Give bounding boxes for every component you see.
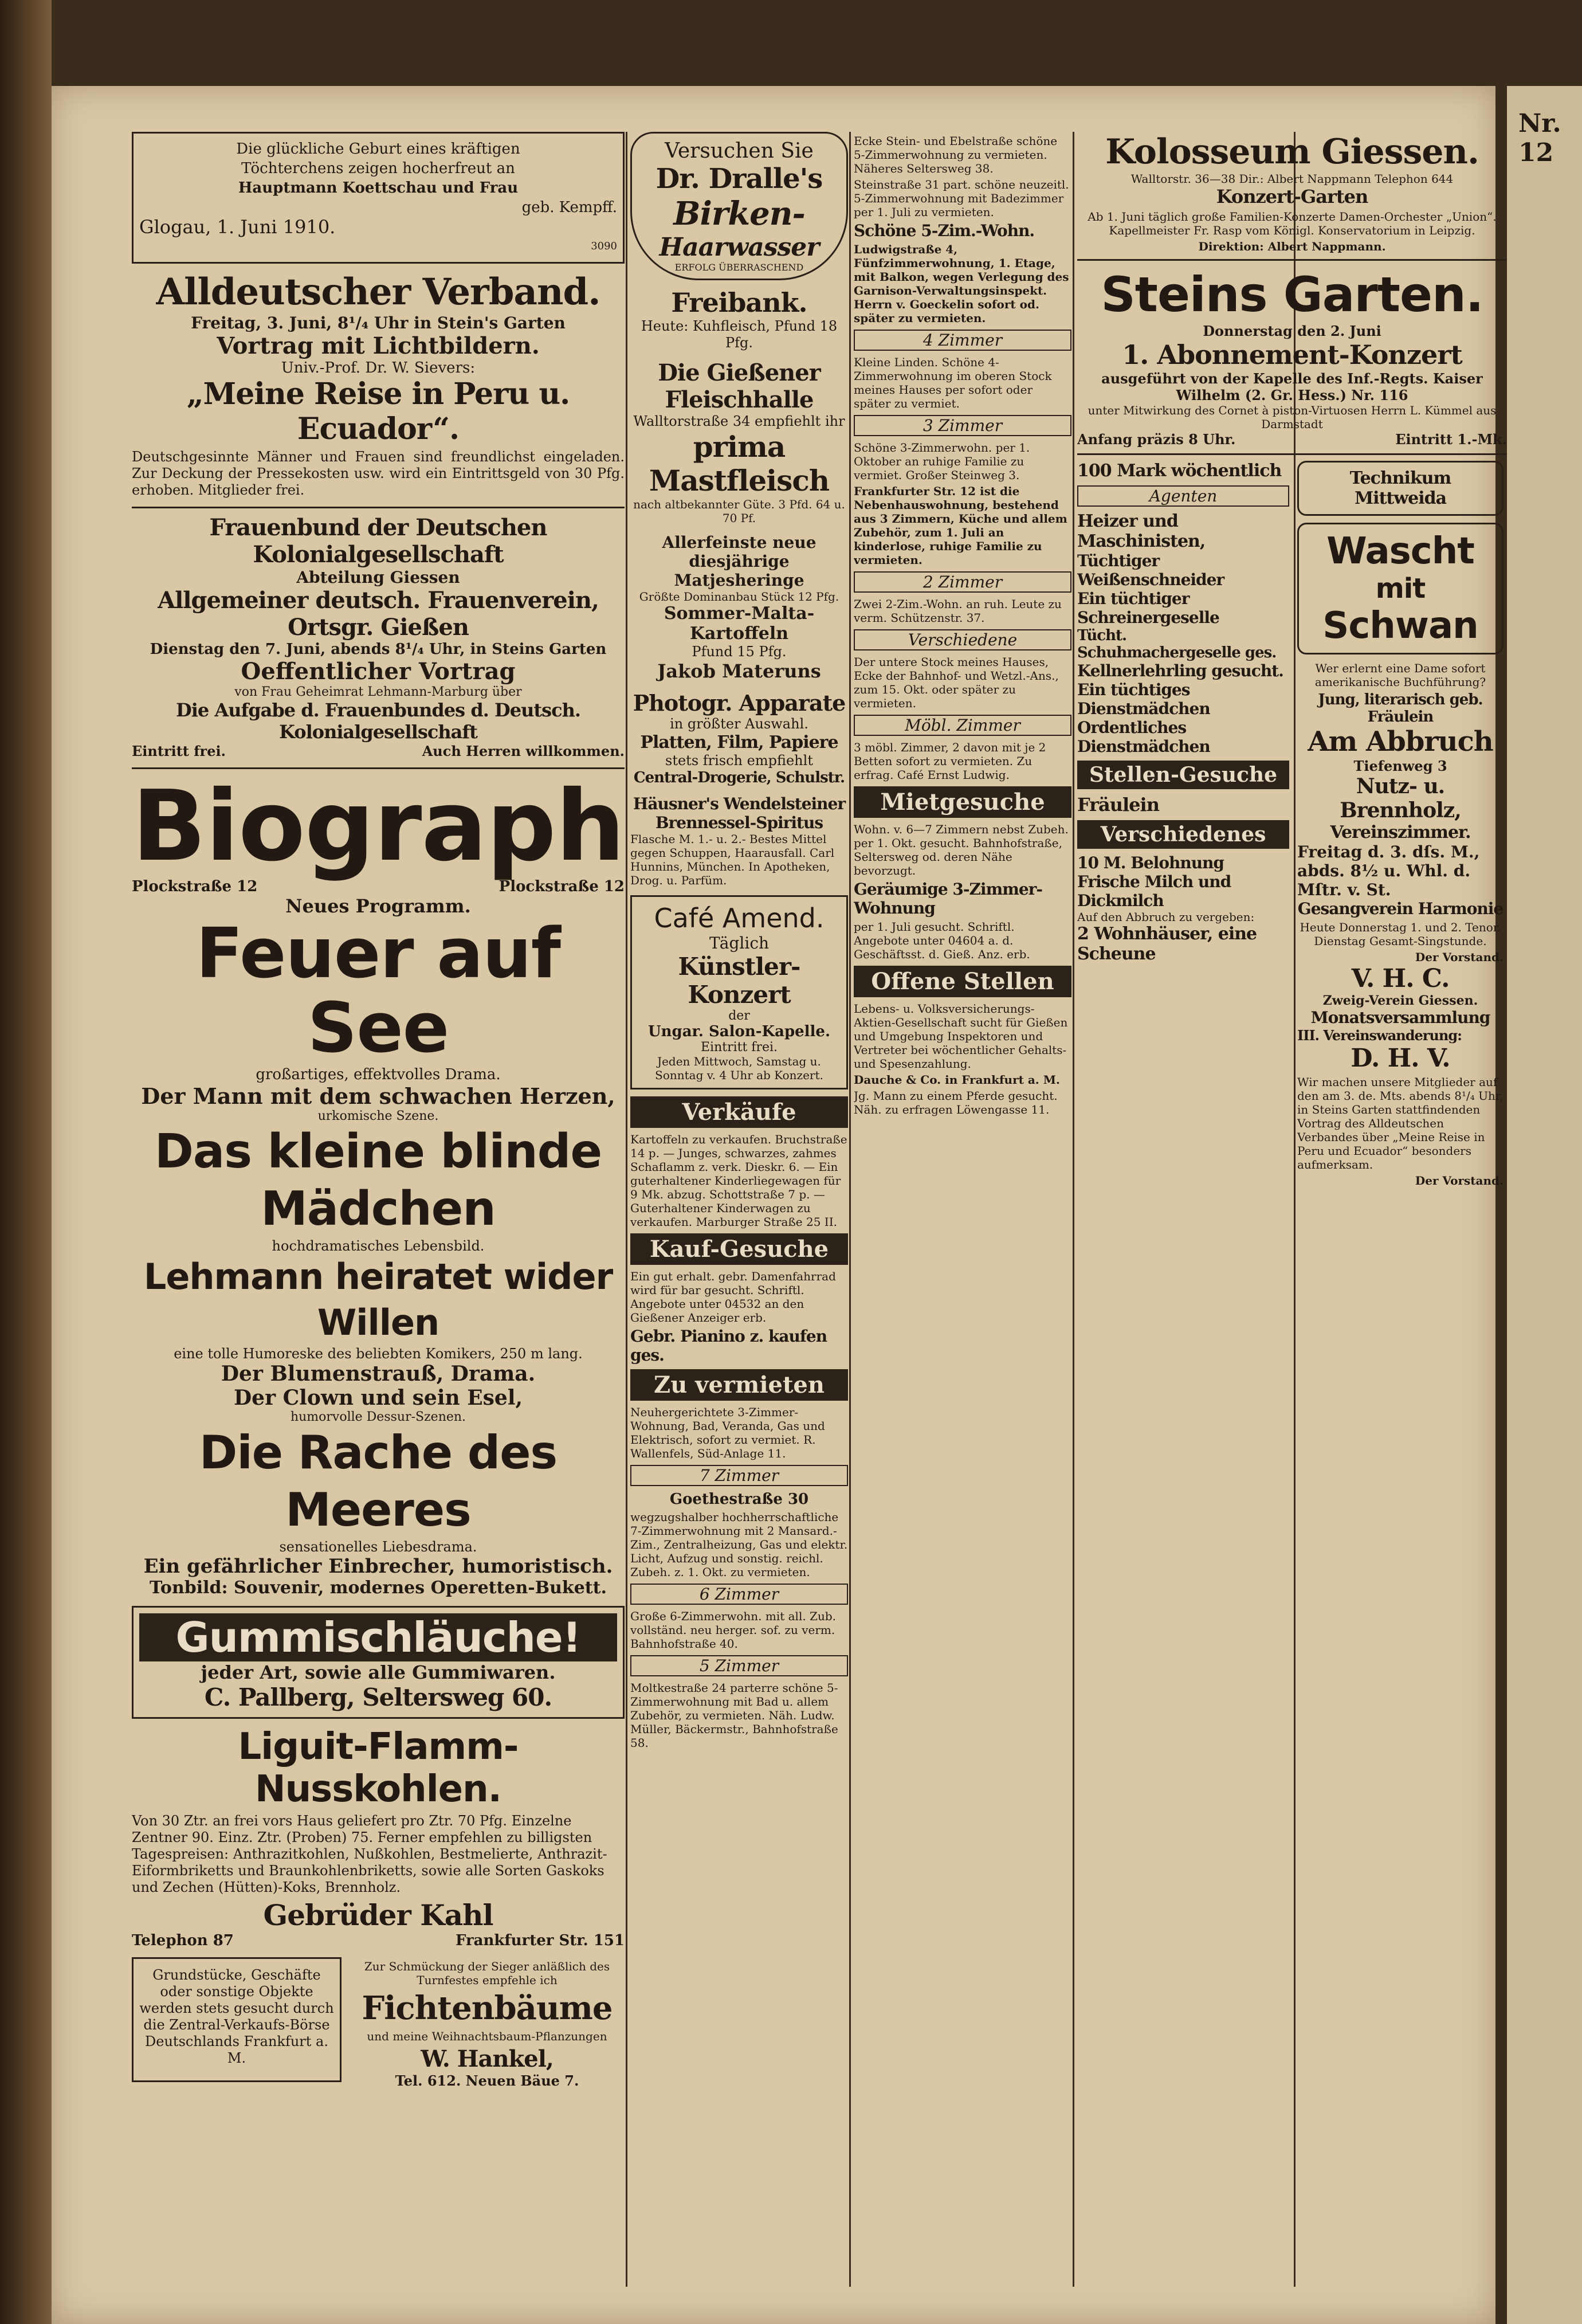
birth-nee: geb. Kempff.	[521, 199, 617, 216]
belohnung-title: 10 M. Belohnung	[1077, 853, 1224, 872]
dauche-name: Dauche & Co. in Frankfurt a. M.	[854, 1073, 1060, 1087]
malta-price: Pfund 15 Pfg.	[692, 644, 787, 660]
programm-heading: Neues Programm.	[285, 895, 471, 917]
platten-title: Platten, Film, Papiere	[640, 732, 838, 753]
malta-title: Sommer-Malta-Kartoffeln	[664, 603, 815, 644]
birth-announcement	[132, 132, 625, 264]
birth-line: Die glückliche Geburt eines kräftigen	[236, 140, 520, 158]
mastfleisch-text: nach altbekannter Güte. 3 Pfd. 64 u. 70 Pf.	[633, 497, 845, 525]
column-3	[854, 132, 1071, 2287]
cafe-title: Café Amend.	[654, 903, 825, 934]
kapelle-text: ausgeführt von der Kapelle des Inf.-Regts. Kaiser Wilhelm (2. Gr. Hess.) Nr. 116	[1101, 370, 1483, 403]
newspaper-page	[52, 86, 1507, 2324]
photo-ad	[630, 690, 848, 786]
verschiedene-text: Der untere Stock meines Hauses, Ecke der Bahnhof- und Wetzl.-Ans., zum 15. Okt. oder später zu vermieten.	[854, 655, 1059, 710]
biograph-ad	[132, 770, 625, 1598]
matjes-ad	[630, 533, 848, 682]
kohlen-ad	[132, 1726, 625, 1949]
section-header-kauf: Kauf-Gesuche	[630, 1233, 848, 1265]
film-description: eine tolle Humoreske des beliebten Komikers, 250 m lang.	[174, 1346, 583, 1362]
cafe-konzert: Künstler-Konzert	[678, 953, 800, 1009]
schwan-line: mit	[1375, 573, 1426, 605]
schneider-title: Tüchtiger Weißenschneider	[1077, 551, 1224, 589]
fleischhalle-ad	[630, 359, 848, 525]
technikum-ad	[1297, 461, 1504, 516]
cafe-amend-ad	[630, 895, 848, 1090]
vereinszimmer-title: Vereinszimmer.	[1330, 822, 1471, 842]
mastfleisch-title: prima Mastfleisch	[649, 430, 830, 497]
label-verschiedene: Verschiedene	[854, 629, 1071, 650]
schwan-line: Wascht	[1326, 530, 1474, 573]
moebl-text: 3 möbl. Zimmer, 2 davon mit je 2 Betten sofort zu vermieten. Zu erfrag. Café Ernst Ludwig.	[854, 740, 1046, 782]
schoene-wohnung-title: Schöne 5-Zim.-Wohn.	[854, 221, 1035, 240]
dralle-line: Birken-	[673, 195, 805, 233]
schwan-line: Schwan	[1322, 605, 1478, 647]
section-header-mietgesuche: Mietgesuche	[854, 786, 1071, 818]
label-2-zimmer: 2 Zimmer	[854, 571, 1071, 593]
birth-line: Töchterchens zeigen hocherfreut an	[241, 160, 515, 177]
fichten-intro: Zur Schmückung der Sieger anläßlich des Turnfestes empfehle ich	[364, 1959, 610, 1987]
gesang-text: Heute Donnerstag 1. und 2. Tenor. Dienstag Gesamt-Singstunde.	[1300, 920, 1501, 948]
jakob-name: Jakob Materuns	[657, 660, 821, 682]
column-4b	[1297, 461, 1504, 1188]
cafe-daily: Täglich	[709, 934, 770, 953]
brennessel-ad	[630, 794, 848, 887]
kolosseum-title: Kolosseum Giessen.	[1105, 132, 1479, 172]
fichten-title: Fichtenbäume	[362, 1989, 613, 2027]
vorstand: Der Vorstand.	[1415, 950, 1504, 964]
cafe-kapelle: Ungar. Salon-Kapelle.	[647, 1023, 831, 1040]
cafe-der: der	[728, 1009, 750, 1023]
birth-place-date: Glogau, 1. Juni 1910.	[139, 216, 336, 238]
monats-title: Monatsversammlung	[1310, 1008, 1490, 1027]
abonnement-title: 1. Abonnement-Konzert	[1122, 339, 1462, 370]
tiefenweg: Tiefenweg 3	[1353, 758, 1447, 774]
schwan-ad	[1297, 523, 1504, 655]
column-rule	[1073, 132, 1074, 2287]
film-description: hochdramatisches Lebensbild.	[272, 1238, 485, 1254]
biograph-title: Biograph	[132, 770, 625, 883]
literar-title: Jung, literarisch geb. Fräulein	[1318, 691, 1483, 726]
frauenbund-title: Frauenbund der Deutschen Kolonialgesellschaft	[209, 514, 547, 568]
column-4a	[1077, 461, 1289, 1188]
kolosseum-subtitle: Walltorstr. 36—38 Dir.: Albert Nappmann Telephon 644	[1130, 172, 1454, 186]
frauen-guests: Auch Herren willkommen.	[422, 743, 625, 759]
photo-title: Photogr. Apparate	[633, 690, 846, 716]
film-title: Der Mann mit dem schwachen Herzen,	[141, 1083, 615, 1109]
photo-subtitle: in größter Auswahl.	[670, 716, 808, 732]
film-description: urkomische Szene.	[317, 1109, 439, 1123]
film-title: Ein gefährlicher Einbrecher, humoristisch.	[143, 1555, 613, 1578]
abbruch-title: Am Abbruch	[1308, 726, 1493, 758]
birth-names: Hauptmann Koettschau und Frau	[238, 179, 519, 197]
divider	[132, 507, 625, 508]
dralle-ad	[630, 132, 848, 280]
section-header-verschiedenes: Verschiedenes	[1077, 820, 1289, 849]
dralle-slogan: ERFOLG ÜBERRASCHEND	[674, 262, 804, 273]
kahl-telephone: Telephon 87	[132, 1932, 234, 1949]
film-title: Tonbild: Souvenir, modernes Operetten-Bukett.	[150, 1578, 607, 1598]
konzert-garten-title: Konzert-Garten	[1216, 186, 1368, 207]
adjacent-page	[1507, 86, 1582, 2324]
adjacent-page-number: Nr. 12	[1518, 109, 1561, 167]
section-header-offene-stellen: Offene Stellen	[854, 966, 1071, 997]
grundstuecke-ad	[132, 1957, 341, 2082]
kapelle-subtitle: unter Mitwirkung des Cornet à piston-Virtuosen Herrn L. Kümmel aus Darmstadt	[1088, 403, 1497, 431]
fichten-subtitle: und meine Weihnachtsbaum-Pflanzungen	[367, 2029, 607, 2043]
freibank-text: Heute: Kuhfleisch, Pfund 18 Pfg.	[641, 318, 838, 351]
eintritt: Eintritt 1.-Mk.	[1395, 431, 1507, 448]
schreiner-title: Ein tüchtiger Schreinergeselle	[1077, 589, 1219, 627]
dienstmaedchen-title: Ein tüchtiges Dienstmädchen	[1077, 680, 1210, 718]
milch-title: Frische Milch und Dickmilch	[1077, 872, 1231, 910]
freibank-title: Freibank.	[671, 287, 807, 318]
verband-date: Freitag, 3. Juni, 8¹/₄ Uhr in Stein's Garten	[191, 313, 566, 332]
steinstr-text: Steinstraße 31 part. schöne neuzeitl. 5-Zimmerwohnung mit Badezimmer per 1. Juli zu vermieten.	[854, 178, 1069, 219]
offene-text: Lebens- u. Volksversicherungs-Aktien-Gesellschaft sucht für Gießen und Umgebung Inspektoren und Vertreter bei wöchentlicher Gehalts- und Spesenzahlung.	[854, 1002, 1068, 1071]
hankel-name: W. Hankel,	[421, 2045, 553, 2072]
verband-text: Deutschgesinnte Männer und Frauen sind freundlichst eingeladen. Zur Deckung der Pressekosten usw. wird ein Eintrittsgeld von 30 Pfg. erhoben. Mitglieder frei.	[132, 449, 625, 498]
cafe-entry: Eintritt frei.	[700, 1040, 778, 1055]
anfang: Anfang präzis 8 Uhr.	[1077, 431, 1236, 448]
heizer-title: Heizer und Maschinisten,	[1077, 511, 1206, 551]
dralle-line: Haarwasser	[659, 233, 819, 262]
film-title: Das kleine blinde Mädchen	[154, 1124, 602, 1236]
nutz-title: Nutz- u. Brennholz,	[1340, 774, 1461, 822]
dralle-line: Dr. Dralle's	[655, 163, 823, 195]
goethe-title: Goethestraße 30	[669, 1491, 809, 1508]
hankel-address: Tel. 612. Neuen Bäue 7.	[395, 2072, 579, 2089]
steins-date: Donnerstag den 2. Juni	[1203, 323, 1381, 339]
matjes-text: Größte Dominanbau Stück 12 Pfg.	[639, 590, 839, 603]
fleischhalle-address: Walltorstraße 34 empfiehlt ihr	[633, 413, 845, 429]
fleischhalle-title: Die Gießener Fleischhalle	[658, 359, 821, 413]
dhv-title: D. H. V.	[1351, 1044, 1450, 1073]
freitag-notice: Freitag d. 3. dſs. M., abds. 8½ u. Whl. d. Mſtr. v. St.	[1297, 842, 1480, 899]
wohnhaeuser-title: 2 Wohnhäuser, eine Scheune	[1077, 924, 1257, 964]
kellner-title: Kellnerlehrling gesucht.	[1077, 661, 1283, 680]
gummi-ad	[132, 1606, 625, 1719]
film-description: großartiges, effektvolles Drama.	[256, 1066, 501, 1083]
frauen-vortrag: Oeffentlicher Vortrag	[241, 658, 516, 685]
film-description: sensationelles Liebesdrama.	[279, 1539, 477, 1555]
schuhmacher-title: Tücht. Schuhmachergeselle ges.	[1077, 627, 1277, 661]
gesangverein-title: Gesangverein Harmonie	[1297, 899, 1504, 918]
section-header-verkaeufe: Verkäufe	[630, 1096, 848, 1128]
platten-subtitle: stets frisch empfiehlt	[665, 753, 813, 769]
kauf-text: Ein gut erhalt. gebr. Damenfahrrad wird für bar gesucht. Schriftl. Angebote unter 04532 an den Gießener Anzeiger erb.	[630, 1269, 836, 1324]
verband-topic: „Meine Reise in Peru u. Ecuador“.	[186, 377, 570, 446]
frauen-topic: Die Aufgabe d. Frauenbundes d. Deutsch. Kolonialgesellschaft	[175, 699, 581, 743]
vermieten-text: Neuhergerichtete 3-Zimmer-Wohnung, Bad, Veranda, Gas und Elektrisch, sofort zu vermiet. R. Wallenfels, Süd-Anlage 11.	[630, 1405, 825, 1460]
frankfurter-text: Frankfurter Str. 12 ist die Nebenhauswohnung, bestehend aus 3 Zimmern, Küche und allem Zubehör, zum 1. Juli an kinderlose, ruhige Familie zu vermieten.	[854, 484, 1067, 567]
biograph-address: Plockstraße 12	[498, 878, 625, 895]
brennessel-text: Flasche M. 1.- u. 2.- Bestes Mittel gegen Schuppen, Haarausfall. Carl Hunnins, München. In Apotheken, Drog. u. Parfüm.	[630, 832, 835, 887]
label-7-zimmer: 7 Zimmer	[630, 1465, 848, 1486]
film-title: Der Blumenstrauß, Drama.	[221, 1362, 536, 1386]
film-description: humorvolle Dessur-Szenen.	[290, 1410, 466, 1424]
column-rule	[626, 132, 627, 2287]
section-header-stellen-gesuche: Stellen-Gesuche	[1077, 761, 1289, 789]
steins-title: Steins Garten.	[1101, 267, 1483, 323]
frauenbund-subtitle: Abteilung Giessen	[296, 568, 460, 587]
cafe-times: Jeden Mittwoch, Samstag u. Sonntag v. 4 Uhr ab Konzert.	[655, 1055, 823, 1082]
mark-title: 100 Mark wöchentlich	[1077, 461, 1282, 481]
frauen-date: Dienstag den 7. Juni, abends 8¹/₄ Uhr, in Steins Garten	[150, 641, 607, 658]
mann-text: Jg. Mann zu einem Pferde gesucht. Näh. zu erfragen Löwengasse 11.	[854, 1089, 1058, 1116]
agenten-title: Agenten	[1077, 485, 1289, 507]
divider	[132, 767, 625, 769]
column-1	[132, 132, 625, 2287]
label-moebl-zimmer: Möbl. Zimmer	[854, 715, 1071, 736]
miete-text: Wohn. v. 6—7 Zimmern nebst Zubeh. per 1. Okt. gesucht. Bahnhofstraße, Seltersweg od. deren Nähe bevorzugt.	[854, 822, 1069, 877]
freibank-ad	[630, 287, 848, 351]
z4-text: Kleine Linden. Schöne 4-Zimmerwohnung im oberen Stock meines Hauses per sofort oder später zu vermiet.	[854, 355, 1052, 410]
verband-title: Alldeutscher Verband.	[156, 271, 600, 313]
kohlen-text: Von 30 Ztr. an frei vors Haus geliefert pro Ztr. 70 Pfg. Einzelne Zentner 90. Einz. Ztr. (Proben) 75. Ferner empfehlen zu billigsten Tagespreisen: Anthrazitkohlen, Nußkohlen, Bestmelierte, Anthrazit-Eiformbriketts und Braunkohlenbriketts, sowie alle Sorten Gaskoks und Zechen (Hütten)-Koks, Brennholz.	[132, 1813, 607, 1895]
gummi-subtitle: jeder Art, sowie alle Gummiwaren.	[201, 1661, 556, 1683]
verband-ad	[132, 271, 625, 499]
fraeulein-title: Fräulein	[1077, 794, 1159, 816]
grundstuecke-text: Grundstücke, Geschäfte oder sonstige Objekte werden stets gesucht durch die Zentral-Verkaufs-Börse Deutschlands Frankfurt a. M.	[139, 1967, 334, 2066]
buchfuehrung-text: Wer erlernt eine Dame sofort amerikanische Buchführung?	[1314, 661, 1486, 689]
frauenbund-ad	[132, 514, 625, 759]
verband-vortrag: Vortrag mit Lichtbildern.	[217, 332, 540, 359]
book-spine	[0, 0, 52, 2324]
abbruch-intro: Auf den Abbruch zu vergeben:	[1077, 910, 1255, 924]
vhc-subtitle: Zweig-Verein Giessen.	[1322, 993, 1478, 1008]
film-title: Feuer auf See	[196, 914, 560, 1068]
steins-garten-ad	[1077, 267, 1507, 448]
fichten-ad	[350, 1957, 625, 2089]
label-4-zimmer: 4 Zimmer	[854, 330, 1071, 351]
technikum-title: Technikum Mittweida	[1349, 468, 1451, 508]
konzert-text: Ab 1. Juni täglich große Familien-Konzerte Damen-Orchester „Union“. Kapellmeister Fr. Rasp vom Königl. Konservatorium in Leipzig.	[1088, 210, 1497, 237]
film-title: Lehmann heiratet wider Willen	[143, 1256, 613, 1343]
wanderung-title: III. Vereinswanderung:	[1297, 1027, 1462, 1044]
section-header-vermieten: Zu vermieten	[630, 1369, 848, 1401]
kolosseum-ad	[1077, 132, 1507, 253]
matjes-title: Allerfeinste neue diesjährige Matjesheringe	[662, 533, 816, 590]
frauen-speaker: von Frau Geheimrat Lehmann-Marburg über	[234, 685, 522, 699]
direktion: Direktion: Albert Nappmann.	[1198, 240, 1386, 253]
biograph-address: Plockstraße 12	[132, 878, 258, 895]
film-title: Der Clown und sein Esel,	[233, 1386, 523, 1410]
gummi-title: Gummischläuche!	[139, 1613, 617, 1661]
column-2	[630, 132, 848, 2287]
frauenverein-title: Allgemeiner deutsch. Frauenverein, Ortsgr. Gießen	[158, 587, 599, 641]
dralle-line: Versuchen Sie	[665, 139, 814, 163]
geraeumige-title: Geräumige 3-Zimmer-Wohnung	[854, 880, 1043, 918]
gummi-address: C. Pallberg, Seltersweg 60.	[204, 1683, 552, 1711]
label-5-zimmer: 5 Zimmer	[630, 1655, 848, 1676]
ordentl-title: Ordentliches Dienstmädchen	[1077, 718, 1210, 756]
vhc-title: V. H. C.	[1351, 964, 1450, 993]
dhv-text: Wir machen unsere Mitglieder auf den am 3. de. Mts. abends 8¹/₄ Uhr, in Steins Garten stattfindenden Vortrag des Alldeutschen Verbandes über „Meine Reise in Peru und Ecuador“ besonders aufmerksam.	[1297, 1075, 1504, 1171]
z6-text: Große 6-Zimmerwohn. mit all. Zub. vollständ. neu herger. sof. zu verm. Bahnhofstraße 40.	[630, 1609, 836, 1651]
z3-text: Schöne 3-Zimmerwohn. per 1. Oktober an ruhige Familie zu vermiet. Großer Steinweg 3.	[854, 441, 1030, 482]
z2-text: Zwei 2-Zim.-Wohn. an ruh. Leute zu verm. Schützenstr. 37.	[854, 597, 1062, 625]
goethe-text: wegzugshalber hochherrschaftliche 7-Zimmerwohnung mit 2 Mansard.-Zim., Zentralheizung, Gas und elektr. Licht, Aufzug und sonstig. reichl. Zubeh. z. 1. Okt. zu vermieten.	[630, 1510, 848, 1579]
brennessel-title: Häusner's Wendelsteiner Brennessel-Spiritus	[633, 794, 846, 832]
verband-speaker: Univ.-Prof. Dr. W. Sievers:	[281, 359, 476, 377]
label-3-zimmer: 3 Zimmer	[854, 415, 1071, 436]
column-4	[1077, 132, 1507, 2287]
geraeumige-text: per 1. Juli gesucht. Schriftl. Angebote unter 04604 a. d. Geschäftsst. d. Gieß. Anz. erb.	[854, 920, 1030, 961]
pianino-ad: Gebr. Pianino z. kaufen ges.	[630, 1327, 827, 1365]
dhv-footer: Der Vorstand.	[1415, 1174, 1504, 1188]
film-title: Die Rache des Meeres	[199, 1426, 558, 1537]
kahl-address: Frankfurter Str. 151	[455, 1932, 625, 1949]
intro-text: Ecke Stein- und Ebelstraße schöne 5-Zimmerwohnung zu vermieten. Näheres Seltersweg 38.	[854, 134, 1058, 175]
moltke-text: Moltkestraße 24 parterre schöne 5-Zimmerwohnung mit Bad u. allem Zubehör, zu vermieten. Näh. Ludw. Müller, Bäckermstr., Bahnhofstraße 58.	[630, 1681, 838, 1750]
kohlen-title: Liguit-Flamm-Nusskohlen.	[238, 1726, 519, 1810]
kahl-name: Gebrüder Kahl	[263, 1898, 493, 1932]
frauen-entry: Eintritt frei.	[132, 743, 226, 759]
verkaeufe-text: Kartoffeln zu verkaufen. Bruchstraße 14 p. — Junges, schwarzes, zahmes Schaflamm z. verk. Dieskr. 6. — Ein guterhaltener Kinderliegewagen für 9 Mk. abzug. Schottstraße 7 p. — Guterhaltener Kinderwagen zu verkaufen. Marburger Straße 25 II.	[630, 1132, 847, 1229]
ludwig-text: Ludwigstraße 4, Fünfzimmerwohnung, 1. Etage, mit Balkon, wegen Verlegung des Garnison-Verwaltungsinspekt. Herrn v. Goeckelin sofort od. später zu vermieten.	[854, 242, 1069, 325]
divider	[1077, 259, 1507, 261]
divider	[1077, 453, 1507, 455]
column-rule	[849, 132, 851, 2287]
ad-number: 3090	[591, 240, 617, 252]
label-6-zimmer: 6 Zimmer	[630, 1584, 848, 1605]
drogerie-name: Central-Drogerie, Schulstr.	[633, 769, 845, 786]
